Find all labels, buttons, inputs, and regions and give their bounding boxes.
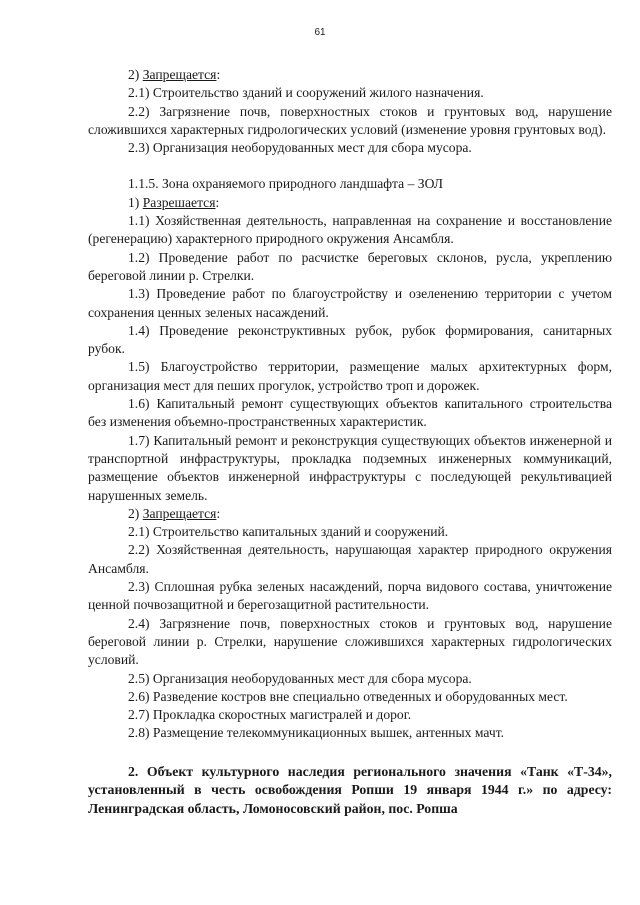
list-number: 2) — [128, 67, 140, 82]
page-number: 61 — [314, 27, 326, 38]
list-item: 2.2) Хозяйственная деятельность, нарушающая характер природного окружения Ансамбля. — [88, 542, 612, 576]
list-item: 2.3) Сплошная рубка зеленых насаждений, порча видового состава, уничтожение ценной почвозащитной и берегозащитной растительности. — [88, 579, 612, 613]
zone-title: 1.1.5. Зона охраняемого природного ландшафта – ЗОЛ — [128, 176, 443, 192]
list-item: 2.3) Организация необорудованных мест для сбора мусора. — [128, 140, 472, 156]
forbidden-header: 2) Запрещается: — [128, 67, 221, 82]
list-item: 1.3) Проведение работ по благоустройству и озеленению территории с учетом сохранения ценных зеленых насаждений. — [88, 286, 612, 320]
list-item: 2.8) Размещение телекоммуникационных вышек, антенных мачт. — [128, 725, 505, 741]
list-item: 2.5) Организация необорудованных мест для сбора мусора. — [128, 670, 472, 686]
forbidden-header: 2) Запрещается: — [128, 505, 221, 521]
list-item: 2.7) Прокладка скоростных магистралей и дорог. — [128, 707, 412, 723]
list-item: 1.6) Капитальный ремонт существующих объектов капитального строительства без изменения объемно-пространственных характеристик. — [88, 396, 612, 430]
list-item: 2.2) Загрязнение почв, поверхностных стоков и грунтовых вод, нарушение сложившихся характерных гидрологических условий (изменение уровня грунтовых вод). — [88, 103, 612, 137]
list-item: 1.7) Капитальный ремонт и реконструкция существующих объектов инженерной и транспортной инфраструктуры, прокладка подземных инженерных коммуникаций, размещение объектов инженерной инфраструктуры с последующей рекультивацией нарушенных земель. — [88, 432, 612, 503]
forbidden-label: Запрещается — [142, 67, 217, 82]
allowed-header: 1) Разрешается: — [128, 194, 220, 210]
list-number: 2) — [128, 505, 140, 521]
list-item: 2.6) Разведение костров вне специально отведенных и оборудованных мест. — [128, 688, 568, 704]
section-heading: 2. Объект культурного наследия регионального значения «Танк «Т-34», установленный в честь освобождения Ропши 19 января 1944 г.» по адресу: Ленинградская область, Ломоносовский район, пос. Ропша — [88, 763, 612, 816]
allowed-label: Разрешается — [142, 194, 216, 210]
document-body — [88, 66, 612, 832]
list-item: 2.4) Загрязнение почв, поверхностных стоков и грунтовых вод, нарушение береговой линии р. Стрелки, нарушение сложившихся характерных гидрологических условий. — [88, 615, 612, 668]
list-item: 1.4) Проведение реконструктивных рубок, рубок формирования, санитарных рубок. — [88, 322, 612, 357]
list-item: 2.1) Строительство капитальных зданий и сооружений. — [128, 524, 449, 540]
list-item: 1.2) Проведение работ по расчистке береговых склонов, русла, укреплению береговой линии р. Стрелки. — [88, 249, 612, 283]
list-item: 2.1) Строительство зданий и сооружений жилого назначения. — [128, 85, 484, 101]
list-item: 1.1) Хозяйственная деятельность, направленная на сохранение и восстановление (регенерацию) характерного природного окружения Ансамбля. — [88, 213, 612, 247]
list-number: 1) — [128, 194, 140, 210]
list-item: 1.5) Благоустройство территории, размещение малых архитектурных форм, организация мест для пеших прогулок, устройство троп и дорожек. — [88, 359, 612, 393]
forbidden-label: Запрещается — [142, 505, 217, 521]
